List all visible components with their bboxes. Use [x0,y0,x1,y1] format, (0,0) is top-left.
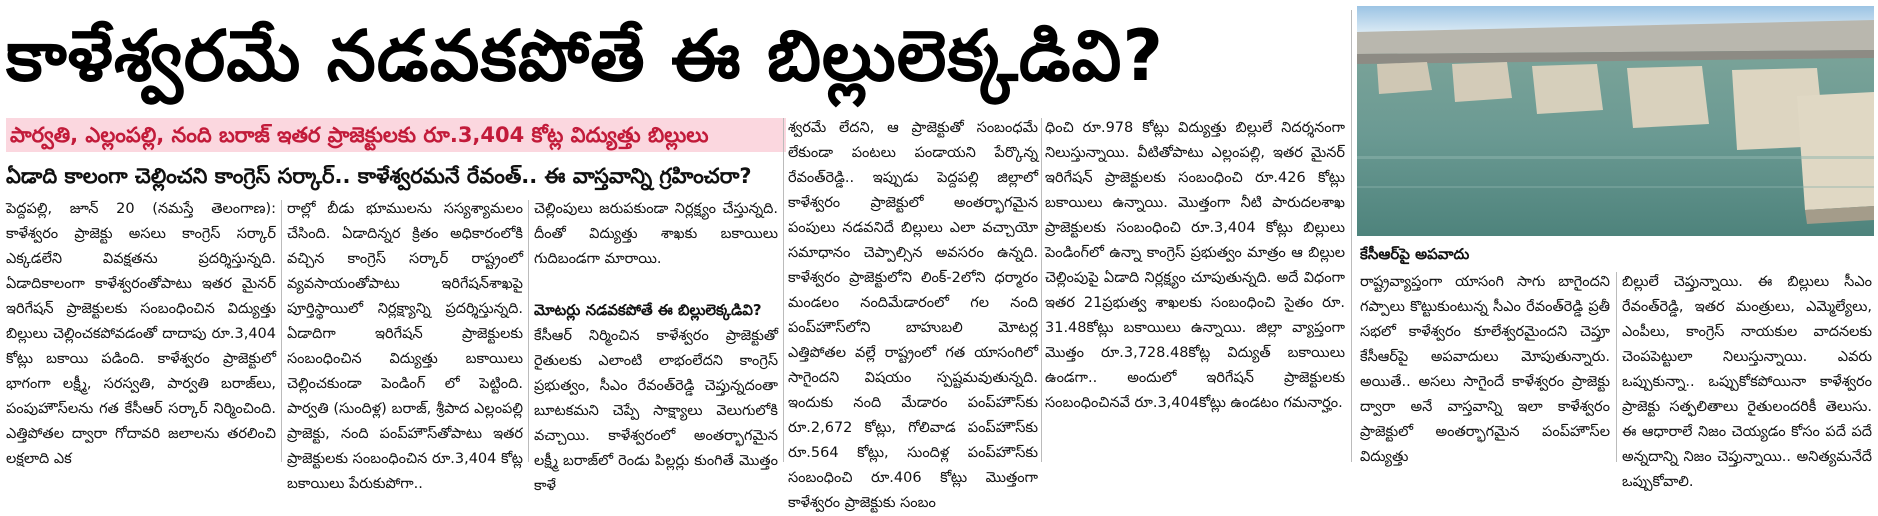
section-subheading: మోటర్లు నడవకపోతే ఈ బిల్లులెక్కడివి? [534,301,762,319]
column-divider [281,200,282,462]
article-column-3 [534,197,778,494]
column-divider [783,118,784,462]
article-column-2 [287,197,523,492]
column-divider [528,200,529,462]
strap-line: ఏడాది కాలంగా చెల్లించని కాంగ్రెస్ సర్కార్.. కాళేశ్వరమనే రేవంత్.. ఈ వాస్తవాన్ని గ్రహించరా? [6,164,752,188]
article-column-6 [1360,270,1610,463]
column-text: పెద్దపల్లి, జూన్ 20 (నమస్తే తెలంగాణ): కాళేశ్వరం ప్రాజెక్టు అసలు కాంగ్రెస్ సర్కార్ ఎక్కడలేని వివక్షతను ప్రదర్శిస్తున్నది. ఏడాదికాలంగా కాళేశ్వరంతోపాటు ఇతర మైనర్ ఇరిగేషన్ ప్రాజెక్టులకు సంబంధించిన విద్యుత్తు బిల్లులు చెల్లించకపోవడంతో దాదాపు రూ.3,404 కోట్లు బకాయి పడింది. కాళేశ్వరం ప్రాజెక్టులో భాగంగా లక్ష్మీ, సరస్వతి, పార్వతి బరాజ్‌లు, పంపుహౌస్‌లను గత కేసీఆర్ సర్కార్ నిర్మించింది. ఎత్తిపోతల ద్వారా గోదావరి జలాలను తరలించి లక్షలాది ఎక [6,201,276,467]
barrage-photo [1357,6,1874,236]
column-divider [1041,118,1042,462]
column-text: చెల్లింపులు జరుపకుండా నిర్లక్ష్యం చేస్తున్నది. దీంతో విద్యుత్తు శాఖకు బకాయిలు గుదిబండగా మారాయి. [534,201,778,267]
column-divider [1351,10,1352,462]
article-column-4 [788,116,1038,511]
column-divider [1616,272,1617,462]
article-column-1 [6,197,276,467]
column-text: శ్వరమే లేదని, ఆ ప్రాజెక్టుతో సంబంధమే లేకుండా పంటలు పండాయని పేర్కొన్న రేవంత్‌రెడ్డి.. ఇప్పుడు పెద్దపల్లి జిల్లాలో కాళేశ్వరం ప్రాజెక్టులో అంతర్భాగమైన పంపులు నడవనిదే బిల్లులు ఎలా వచ్చాయో సమాధానం చెప్పాల్సిన అవసరం ఉన్నది. కాళేశ్వరం ప్రాజెక్టులోని లింక్-2లోని ధర్మారం మండలం నందిమేడారంలో గల నంది పంప్‌హౌస్‌లోని బాహుబలి మోటర్ల ఎత్తిపోతల వల్లే రాష్ట్రంలో గత యాసంగిలో సాగైందని విషయం స్పష్టమవుతున్నది. ఇందుకు నంది మేడారం పంప్‌హౌస్‌కు రూ.2,672 కోట్లు, గోలివాడ పంప్‌హౌస్‌కు రూ.564 కోట్లు, సుందిళ్ల పంప్‌హౌస్‌కు సంబంధించి రూ.406 కోట్లు మొత్తంగా కాళేశ్వరం ప్రాజెక్టుకు సంబం [788,120,1038,511]
subhead: పార్వతి, ఎల్లంపల్లి, నంది బరాజ్ ఇతర ప్రాజెక్టులకు రూ.3,404 కోట్ల విద్యుత్తు బిల్లులు [6,118,786,152]
article-column-5 [1045,116,1345,463]
column-text: రాష్ట్రవ్యాప్తంగా యాసంగి సాగు బాగైందని గప్పాలు కొట్టుకుంటున్న సీఎం రేవంత్‌రెడ్డి ప్రతీ సభలో కాళేశ్వరం కూలేశ్వరమైందని చెప్తూ కేసీఆర్‌పై అపవాదులు మోపుతున్నారు. అయితే.. అసలు సాగైందే కాళేశ్వరం ప్రాజెక్టు ద్వారా అనే వాస్తవాన్ని ఇలా కాళేశ్వరం ప్రాజెక్టులో అంతర్భాగమైన పంప్‌హౌస్‌ల విద్యుత్తు [1360,274,1610,465]
photo-caption: కేసీఆర్‌పై అపవాదు [1360,245,1470,263]
barrage-photo-illustration [1357,6,1874,236]
column-text: బిల్లులే చెప్తున్నాయి. ఈ బిల్లులు సీఎం రేవంత్‌రెడ్డి, ఇతర మంత్రులు, ఎమ్మెల్యేలు, ఎంపీలు, కాంగ్రెస్ నాయకుల వాదనలకు చెంపపెట్టులా నిలుస్తున్నాయి. ఎవరు ఒప్పుకున్నా.. ఒప్పుకోకపోయినా కాళేశ్వరం ప్రాజెక్టు సత్ఫలితాలు రైతులందరికీ తెలుసు. ఈ ఆధారాలే నిజం చెయ్యడం కోసం పదే పదే అన్నదాన్ని నిజం చెప్తున్నాయి.. అనిత్యమనేదే ఒప్పుకోవాలి. [1622,274,1872,490]
headline: కాళేశ్వరమే నడవకపోతే ఈ బిల్లులెక్కడివి? [6,15,1164,97]
column-text: కేసీఆర్ నిర్మించిన కాళేశ్వరం ప్రాజెక్టుతో రైతులకు ఎలాంటి లాభంలేదని కాంగ్రెస్ ప్రభుత్వం, సీఎం రేవంత్‌రెడ్డి చెప్తున్నదంతా బూటకమని చెప్పే సాక్ష్యాలు వెలుగులోకి వచ్చాయి. కాళేశ్వరంలో అంతర్భాగమైన లక్ష్మీ బరాజ్‌లో రెండు పిల్లర్లు కుంగితే మొత్తం కాళే [534,328,778,494]
article-column-7 [1622,270,1872,490]
column-text: ధించి రూ.978 కోట్లు విద్యుత్తు బిల్లులే నిదర్శనంగా నిలుస్తున్నాయి. వీటితోపాటు ఎల్లంపల్లి, ఇతర మైనర్ ఇరిగేషన్ ప్రాజెక్టులకు సంబంధించి రూ.426 కోట్లు బకాయిలు ఉన్నాయి. మొత్తంగా నీటి పారుదలశాఖ ప్రాజెక్టులకు సంబంధించి రూ.3,404 కోట్లు బిల్లులు పెండింగ్‌లో ఉన్నా కాంగ్రెస్ ప్రభుత్వం మాత్రం ఆ బిల్లుల చెల్లింపుపై ఏడాది నిర్లక్ష్యం చూపుతున్నది. అదే విధంగా ఇతర 21ప్రభుత్వ శాఖలకు సంబంధించి సైతం రూ. 31.48కోట్లు బకాయిలు ఉన్నాయి. జిల్లా వ్యాప్తంగా మొత్తం రూ.3,728.48కోట్ల విద్యుత్ బకాయిలు ఉండగా.. అందులో ఇరిగేషన్ ప్రాజెక్టులకు సంబంధించినవే రూ.3,404కోట్లు ఉండటం గమనార్హం. [1045,120,1345,411]
column-text: రాల్లో బీడు భూములను సస్యశ్యామలం చేసింది. ఏడాదిన్నర క్రితం అధికారంలోకి వచ్చిన కాంగ్రెస్ సర్కార్ రాష్ట్రంలో వ్యవసాయంతోపాటు ఇరిగేషన్‌శాఖపై పూర్తిస్థాయిలో నిర్లక్ష్యాన్ని ప్రదర్శిస్తున్నది. ఏడాదిగా ఇరిగేషన్ ప్రాజెక్టులకు సంబంధించిన విద్యుత్తు బకాయిలు చెల్లించకుండా పెండింగ్ లో పెట్టింది. పార్వతి (సుందిళ్ల) బరాజ్, శ్రీపాద ఎల్లంపల్లి ప్రాజెక్టు, నంది పంప్‌హౌస్‌తోపాటు ఇతర ప్రాజెక్టులకు సంబంధించిన రూ.3,404 కోట్ల బకాయిలు పేరుకుపోగా.. [287,201,523,492]
